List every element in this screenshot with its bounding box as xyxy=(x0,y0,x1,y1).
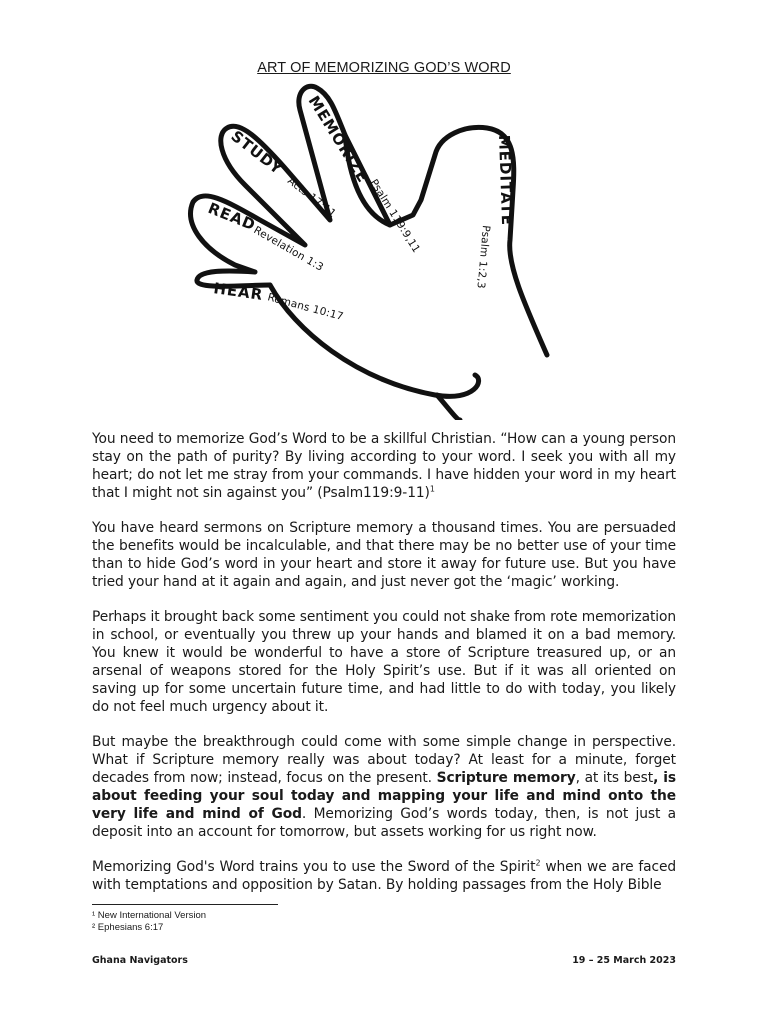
paragraph-4-part-e: . Memorizing God’s words today, then, is not just a deposit into an account for tomorrow, but assets working for us right now. xyxy=(92,806,676,840)
finger-label-memorize: MEMORIZE xyxy=(304,92,373,187)
finger-ref-read: Revelation 1:3 xyxy=(251,224,326,274)
paragraph-1-text: You need to memorize God’s Word to be a skillful Christian. “How can a young person stay on the path of purity? By living according to your word. I seek you with all my heart; do not let me stray from your commands. I have hidden your word in my heart that I might not sin against you” (Psalm119:9-11) xyxy=(92,431,676,501)
finger-label-read: READ xyxy=(205,199,259,235)
footer-date: 19 – 25 March 2023 xyxy=(572,955,676,966)
paragraph-4-part-c: , at its best xyxy=(575,770,654,786)
paragraph-3: Perhaps it brought back some sentiment you could not shake from rote memorization in school, or eventually you threw up your hands and blamed it on a bad memory. You knew it would be wonderful to have a store of Scripture treasured up, or an arsenal of weapons stored for the Holy Spirit’s use. But if it was all oriented on saving up for some uncertain future time, and had little to do with today, you likely do not feel much urgency about it. xyxy=(92,609,676,715)
paragraph-4-part-a: But maybe the breakthrough could come with some simple change in perspective. What if Scripture memory really was about today? At least for a minute, forget decades from now; instead, focus on the present. xyxy=(92,734,676,786)
paragraph-5-part-b: when we are faced with temptations and opposition by Satan. By holding passages from the Holy Bible xyxy=(92,859,677,893)
footnote-1: ¹ New International Version xyxy=(92,910,207,921)
finger-label-hear: HEAR xyxy=(212,279,265,304)
footnote-2: ² Ephesians 6:17 xyxy=(92,922,164,933)
footnote-ref-2: 2 xyxy=(535,858,541,868)
finger-ref-study: Acts 17:11 xyxy=(285,174,339,221)
hand-drawing xyxy=(185,80,565,420)
finger-ref-memorize: Psalm 119:9,11 xyxy=(367,177,423,256)
paragraph-5 xyxy=(92,858,676,894)
page-title: ART OF MEMORIZING GOD’S WORD xyxy=(257,60,511,76)
paragraph-4-bold-phrase: , is about feeding your soul today and mapping your life and mind onto the very life and mind of God xyxy=(92,770,676,822)
paragraph-4 xyxy=(92,733,676,841)
paragraph-4-bold-term: Scripture memory xyxy=(436,770,576,786)
finger-label-study: STUDY xyxy=(227,126,287,179)
finger-hear xyxy=(212,279,344,323)
finger-study xyxy=(228,127,339,220)
finger-read xyxy=(206,199,326,274)
footnote-divider xyxy=(92,904,278,905)
article-body xyxy=(92,430,676,911)
paragraph-5-part-a: Memorizing God's Word trains you to use the Sword of the Spirit xyxy=(92,859,536,875)
finger-ref-meditate: Psalm 1:2,3 xyxy=(474,224,492,290)
finger-ref-hear: Romans 10:17 xyxy=(266,291,345,324)
footnote-ref-1: 1 xyxy=(429,484,435,494)
hand-illustration xyxy=(185,80,565,420)
finger-label-meditate: MEDITATE xyxy=(495,134,517,227)
footnotes xyxy=(92,910,206,934)
footer-organization: Ghana Navigators xyxy=(92,955,188,966)
paragraph-2: You have heard sermons on Scripture memory a thousand times. You are persuaded the benefits would be incalculable, and that there may be no better use of your time than to hide God’s word in your heart and store it away for future use. But you have tried your hand at it again and again, and just never got the ‘magic’ working. xyxy=(92,520,676,590)
paragraph-1 xyxy=(92,430,676,502)
finger-memorize xyxy=(305,93,423,255)
